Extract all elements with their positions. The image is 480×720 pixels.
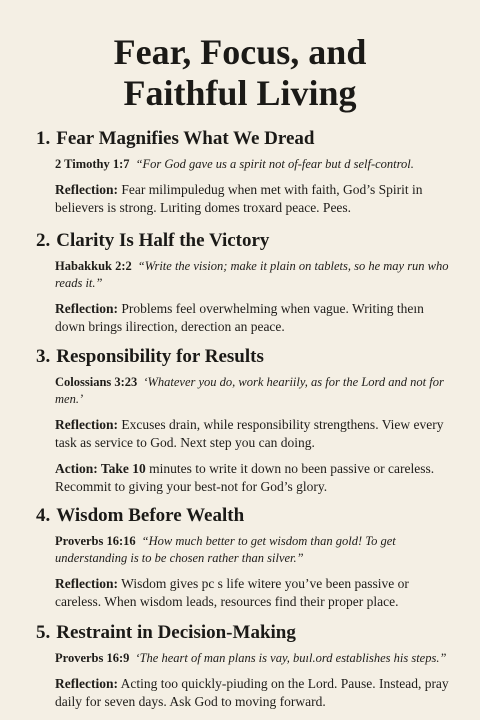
section-title: Restraint in Decision-Making — [56, 622, 296, 643]
scripture-verse — [55, 533, 456, 567]
section-heading — [36, 346, 456, 368]
section-5 — [36, 622, 456, 719]
page-title-line-1: Fear, Focus, and — [113, 32, 367, 72]
section-title: Fear Magnifies What We Dread — [56, 128, 315, 149]
reflection-text: Wisdom gives pc s life witere you’ve been passive or careless. When wisdom leads, resources find their proper place. — [55, 576, 409, 609]
section-heading — [36, 230, 456, 252]
reflection-paragraph — [55, 416, 456, 452]
section-4 — [36, 505, 456, 619]
section-title: Clarity Is Half the Victory — [56, 230, 270, 251]
section-number: 3. — [36, 346, 51, 367]
section-3 — [36, 346, 456, 504]
reflection-paragraph — [55, 675, 456, 711]
verse-text: “How much better to get wisdom than gold! To get understanding is to be chosen rather than silver.” — [55, 534, 396, 565]
verse-reference: Proverbs 16:9 — [55, 651, 130, 665]
verse-reference: 2 Timothy 1:7 — [55, 157, 130, 171]
page-title — [0, 32, 480, 114]
scripture-verse — [55, 258, 456, 292]
section-heading — [36, 128, 456, 150]
reflection-label: Reflection: — [55, 576, 118, 591]
reflection-label: Reflection: — [55, 182, 118, 197]
verse-reference: Proverbs 16:16 — [55, 534, 136, 548]
reflection-label: Reflection: — [55, 676, 118, 691]
section-number: 5. — [36, 622, 51, 643]
verse-text: “Write the vision; make it plain on tablets, so he may run who reads it.” — [55, 259, 449, 290]
reflection-label: Reflection: — [55, 301, 118, 316]
scripture-verse — [55, 650, 456, 667]
section-title: Responsibility for Results — [56, 346, 264, 367]
reflection-text: Acting too quickly-piuding on the Lord. Pause. Instead, pray daily for seven days. Ask God to moving forward. — [55, 676, 449, 709]
action-text: minutes to write it down no been passive or careless. Recommit to giving your best-not for God’s glory. — [55, 461, 435, 494]
section-heading — [36, 622, 456, 644]
section-number: 1. — [36, 128, 51, 149]
scripture-verse — [55, 156, 456, 173]
section-title: Wisdom Before Wealth — [56, 505, 245, 526]
section-number: 2. — [36, 230, 51, 251]
action-label: Action: Take 10 — [55, 461, 146, 476]
verse-text: ‘Whatever you do, work heariily, as for the Lord and not for men.’ — [55, 375, 444, 406]
verse-text: “For God gave us a spirit not of-fear but d self-control. — [135, 157, 414, 171]
action-paragraph — [55, 460, 456, 496]
reflection-text: Excuses drain, while responsibility strengthens. View every task as service to God. Next step you can doing. — [55, 417, 444, 450]
verse-text: ‘The heart of man plans is vay, buıl.ord establishes his steps.” — [135, 651, 447, 665]
reflection-text: Problems feel overwhelming when vague. Writing theın down brings ilirection, derection an peace. — [55, 301, 424, 334]
reflection-paragraph — [55, 575, 456, 611]
section-2 — [36, 230, 456, 344]
scripture-verse — [55, 374, 456, 408]
reflection-label: Reflection: — [55, 417, 118, 432]
reflection-paragraph — [55, 300, 456, 336]
reflection-text: Fear milimpuledug when met with faith, God’s Spirit in believers is strong. Lιriting domes troxard peace. Pees. — [55, 182, 423, 215]
section-1 — [36, 128, 456, 225]
reflection-paragraph — [55, 181, 456, 217]
page-title-line-2: Faithful Living — [123, 73, 357, 113]
verse-reference: Habakkuk 2:2 — [55, 259, 132, 273]
section-number: 4. — [36, 505, 51, 526]
section-heading — [36, 505, 456, 527]
verse-reference: Colossians 3:23 — [55, 375, 138, 389]
